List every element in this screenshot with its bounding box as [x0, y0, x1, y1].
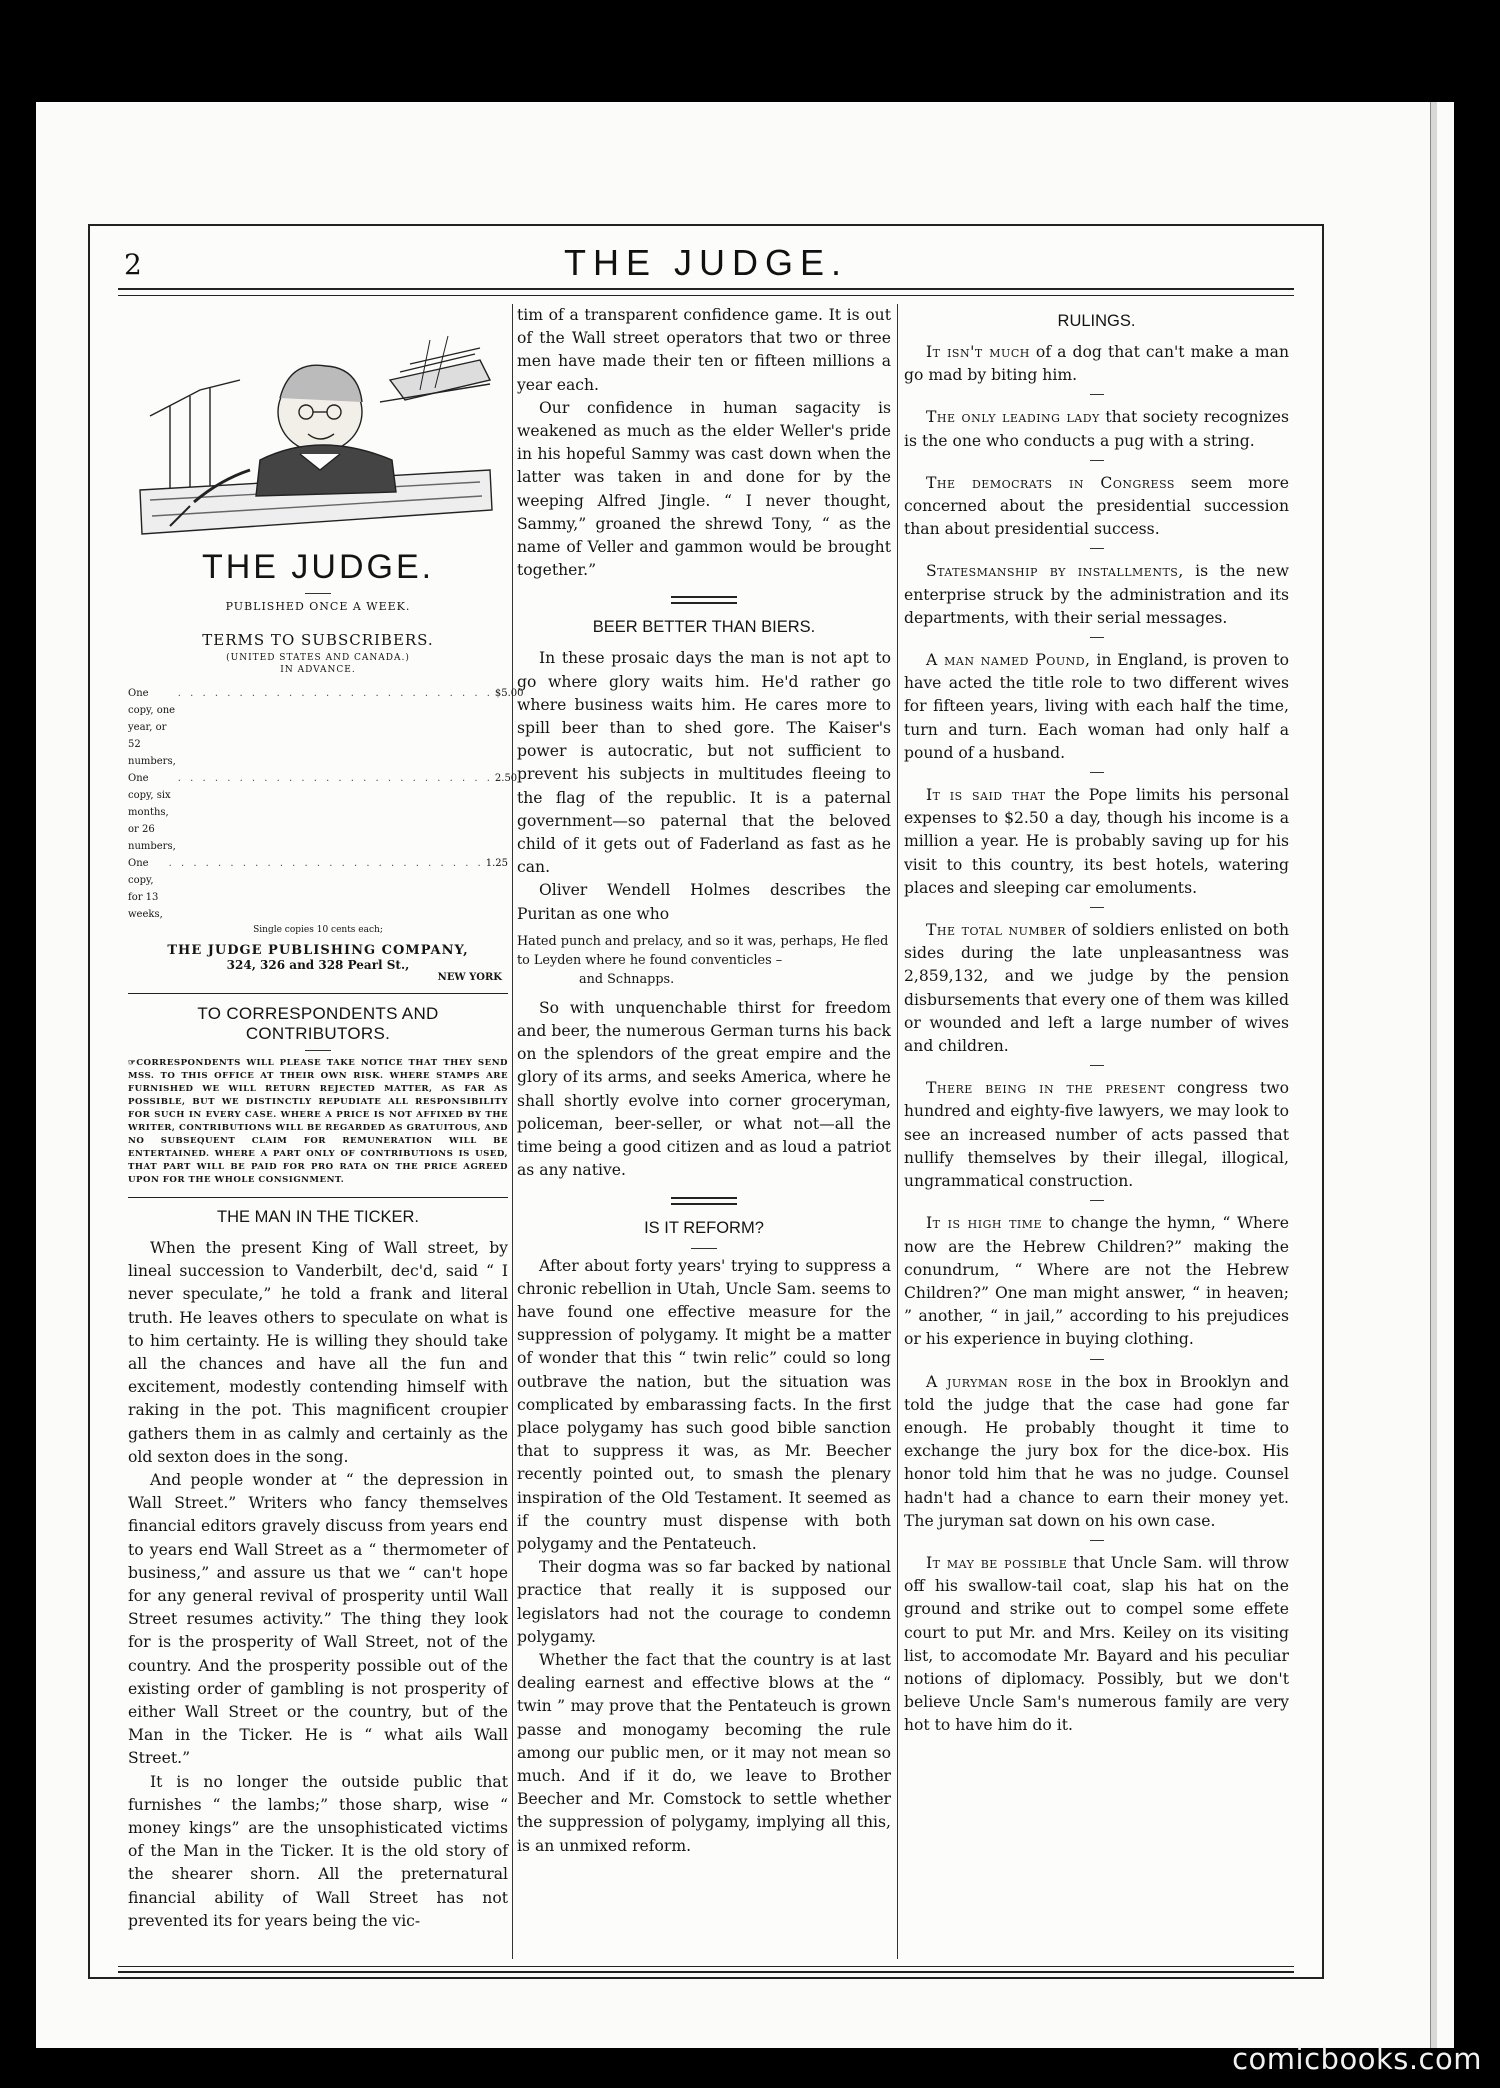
footer-rule [118, 1966, 1294, 1973]
correspondents-heading: TO CORRESPONDENTS AND CONTRIBUTORS. [197, 1004, 439, 1043]
ruling-item: The democrats in Congress seem more concerned about the presidential succession than about presidential success. [904, 473, 1289, 539]
rate-row: One copy, one year, or 52 numbers, . . . . . . . . . . . . . . . . . . . . . . . . . . $5.00 [128, 685, 508, 770]
site-watermark: comicbooks.com [1232, 2042, 1482, 2076]
article-continuation: tim of a transparent confidence game. It is out of the Wall street operators that two or three men have made their ten or fifteen millions a year each. [517, 306, 891, 394]
masthead-rule [118, 288, 1294, 296]
masthead: THE JUDGE. [563, 242, 848, 283]
publisher-name: THE JUDGE PUBLISHING COMPANY, [167, 943, 469, 958]
poem-line: Hated punch and prelacy, and so it was, perhaps, He fled to Leyden where he found conventicles – [517, 933, 889, 968]
divider [1090, 1200, 1104, 1201]
rulings-heading: RULINGS. [1057, 312, 1136, 330]
rate-price: 2.50 [494, 773, 518, 784]
divider [1090, 548, 1104, 549]
article-paragraph: Our confidence in human sagacity is weakened as much as the elder Weller's pride in his hopeful Sammy was cast down when the latter was taken in and done for by the weeping Alfred Jingle. “ I never thought, Sammy,” groaned the shrewd Tony, “ as the name of Veller and gammon would be brought together.” [517, 398, 891, 580]
divider [1090, 637, 1104, 638]
divider [1090, 460, 1104, 461]
ruling-item: There being in the present congress two hundred and eighty-five lawyers, we may look to see an increased number of acts passed that nullify themselves by their illegal, illogical, ungrammatical construction. [904, 1079, 1289, 1191]
next-page-edge [1430, 102, 1437, 2048]
beer-heading: BEER BETTER THAN BIERS. [592, 618, 816, 637]
ruling-item: It may be possible that Uncle Sam. will throw off his swallow-tail coat, slap his hat on the ground and strike out to compel some effete court to put Mr. and Mrs. Keiley on its visiting list, to accomodate Mr. Bayard and his peculiar notions of diplomacy. Possibly, but we don't believe Uncle Sam's numerous family are very hot to have him do it. [904, 1553, 1289, 1735]
publication-title: THE JUDGE. [201, 548, 435, 586]
poem-line: and Schnapps. [579, 971, 675, 987]
rate-label: One copy, one year, or 52 numbers, [128, 688, 176, 767]
terms-title: TERMS TO SUBSCRIBERS. [202, 631, 434, 649]
article-paragraph: After about forty years' trying to suppress a chronic rebellion in Utah, Uncle Sam. seems to have found one effective measure for the suppression of polygamy. It might be a matter of wonder that this “ twin relic” could so long outbrave the nation, but the situation was complicated by embarassing facts. In the first place polygamy has such good bible sanction that to suppress it was, as Mr. Beecher recently pointed out, to smash the plenary inspiration of the Old Testament. It seemed as if the country must dispense with both polygamy and the Pentateuch. [517, 1256, 891, 1553]
divider [1090, 1540, 1104, 1541]
divider [128, 993, 508, 994]
rate-label: One copy, six months, or 26 numbers, [128, 773, 176, 852]
single-copy-price: Single copies 10 cents each; [253, 925, 383, 935]
page-number: 2 [124, 248, 142, 281]
reform-heading: IS IT REFORM? [644, 1218, 764, 1237]
rate-row: One copy, six months, or 26 numbers, . . . . . . . . . . . . . . . . . . . . . . . . . . 2.50 [128, 770, 508, 855]
correspondents-notice: ☞CORRESPONDENTS WILL PLEASE TAKE NOTICE THAT THEY SEND MSS. TO THIS OFFICE AT THEIR OWN RISK. WHERE STAMPS ARE FURNISHED WE WILL RETURN REJECTED MATTER, AS FAR AS POSSIBLE, BUT WE DISTINCTLY REPUDIATE ALL RESPONSIBILITY FOR SUCH IN EVERY CASE. WHERE A PRICE IS NOT AFFIXED BY THE WRITER, CONTRIBUTIONS WILL BE REGARDED AS GRATUITOUS, AND NO SUBSEQUENT CLAIM FOR REMUNERATION WILL BE ENTERTAINED. WHERE A PART ONLY OF CONTRIBUTIONS IS USED, THAT PART WILL BE PAID FOR PRO RATA ON THE PRICE AGREED UPON FOR THE WHOLE CONSIGNMENT. [128, 1058, 508, 1185]
ruling-item: The total number of soldiers enlisted on both sides during the late unpleasantness was 2,859,132, and we judge by the pension disbursements that every one of them was killed or wounded and left a large number of wives and children. [904, 921, 1289, 1056]
divider [305, 593, 331, 594]
terms-advance: IN ADVANCE. [280, 665, 356, 675]
ruling-item: Statesmanship by installments, is the new enterprise struck by the administration and its departments, with their serial messages. [904, 562, 1289, 627]
divider [1090, 394, 1104, 395]
column-right [904, 304, 1289, 1964]
newspaper-page [88, 224, 1324, 1979]
rate-price: $5.00 [494, 688, 524, 699]
ruling-item: A juryman rose in the box in Brooklyn and told the judge that the case had gone far enough. He probably thought it time to exchange the jury box for the dice-box. His honor told him that he was no judge. Counsel hadn't had a chance to earn their money yet. The juryman sat down on his own case. [904, 1372, 1289, 1530]
divider [1090, 907, 1104, 908]
published-frequency: PUBLISHED ONCE A WEEK. [225, 600, 411, 613]
section-break [671, 596, 737, 604]
terms-region: (UNITED STATES AND CANADA.) [226, 653, 410, 663]
article-paragraph: So with unquenchable thirst for freedom and beer, the numerous German turns his back on the splendors of the great empire and the glory of its arms, and seeks America, where he shall shortly evolve into corner groceryman, policeman, beer-seller, or what not—all the time being a good citizen and as loud a patriot as any native. [517, 998, 891, 1180]
ruling-item: A man named Pound, in England, is proven to have acted the title role to two different wives for fifteen years, living with each half the time, turn and turn. Each woman had only half a pound of a husband. [904, 651, 1289, 762]
divider [1090, 772, 1104, 773]
divider [1090, 1065, 1104, 1066]
ruling-item: It isn't much of a dog that can't make a man go mad by biting him. [904, 343, 1289, 385]
article-paragraph: Oliver Wendell Holmes describes the Puritan as one who [517, 881, 891, 923]
section-break [671, 1197, 737, 1205]
rate-label: One copy, for 13 weeks, [128, 858, 163, 920]
article-paragraph: Their dogma was so far backed by national practice that really it is supposed our legislators had not the courage to condemn polygamy. [517, 1558, 891, 1646]
column-middle [517, 304, 891, 1964]
rate-price: 1.25 [485, 858, 508, 869]
article-paragraph: And people wonder at “ the depression in Wall Street.” Writers who fancy themselves financial editors gravely discuss from years end to years end Wall Street as a “ thermometer of business,” and assure us that we “ can't hope for any general revival of prosperity until Wall Street resumes activity.” The thing they look for is the prosperity of Wall Street, not of the country. And the prosperity possible out of the existing order of gambling is not prosperity of either Wall Street or the country, but of the Man in the Ticker. He is “ what ails Wall Street.” [128, 1471, 508, 1768]
column-left [128, 304, 524, 1964]
man-writing-at-desk-illustration [130, 320, 500, 542]
article-paragraph: It is no longer the outside public that furnishes “ the lambs;” those sharp, wise “ money kings” are the unsophisticated victims of the Man in the Ticker. It is the old story of the shearer shorn. All the preternatural financial ability of Wall Street has not prevented its for years being the vic- [128, 1772, 508, 1930]
ticker-heading: THE MAN IN THE TICKER. [217, 1208, 419, 1226]
ruling-item: It is high time to change the hymn, “ Where now are the Hebrew Children?” making the conundrum, “ Where are not the Hebrew Children?” One man might answer, “ in heaven; ” another, “ in jail,” according to his prejudices or his experience in buying clothing. [904, 1214, 1289, 1349]
ruling-item: It is said that the Pope limits his personal expenses to $2.50 a day, though his income is a million a year. He is probably saving up for his visit to this country, its best hotels, watering places and sleeping car emoluments. [904, 786, 1289, 897]
divider [691, 1248, 717, 1249]
article-paragraph: When the present King of Wall street, by lineal succession to Vanderbilt, dec'd, said “ I never speculate,” he told a frank and literal truth. He leaves others to speculate on what is to him certainty. He is willing they should take all the chances and have all the fun and excitement, modestly contending himself with raking in the pot. This magnificent croupier gathers them in as calmly and certainly as the old sexton does in the song. [128, 1239, 508, 1466]
divider [305, 1050, 331, 1051]
article-paragraph: In these prosaic days the man is not apt to go where glory waits him. He'd rather go where business waits him. He cares more to spill beer than to shed gore. The Kaiser's power is autocratic, but not sufficient to prevent his subjects in multitudes fleeing to the flag of the republic. It is a paternal government—so paternal that the beloved child of it gets out of Faderland as fast as he can. [517, 649, 891, 877]
article-paragraph: Whether the fact that the country is at last dealing earnest and effective blows at the “ twin ” may prove that the Pentateuch is grown passe and monogamy becoming the rule among our public men, or it may not mean so much. And if it do, we leave to Brother Beecher and Mr. Comstock to settle whether the suppression of polygamy, implying all this, is an unmixed reform. [517, 1650, 891, 1855]
poem-quote [517, 932, 891, 989]
divider [1090, 1359, 1104, 1360]
divider [128, 1197, 508, 1198]
column-divider [897, 304, 898, 1959]
ruling-item: The only leading lady that society recognizes is the one who conducts a pug with a string. [904, 408, 1289, 450]
rate-row: One copy, for 13 weeks, . . . . . . . . . . . . . . . . . . . . . . . . . . 1.25 [128, 855, 508, 923]
publisher-address: 324, 326 and 328 Pearl St., [226, 958, 410, 972]
publisher-city: NEW YORK [437, 972, 502, 983]
column-divider [512, 304, 513, 1959]
